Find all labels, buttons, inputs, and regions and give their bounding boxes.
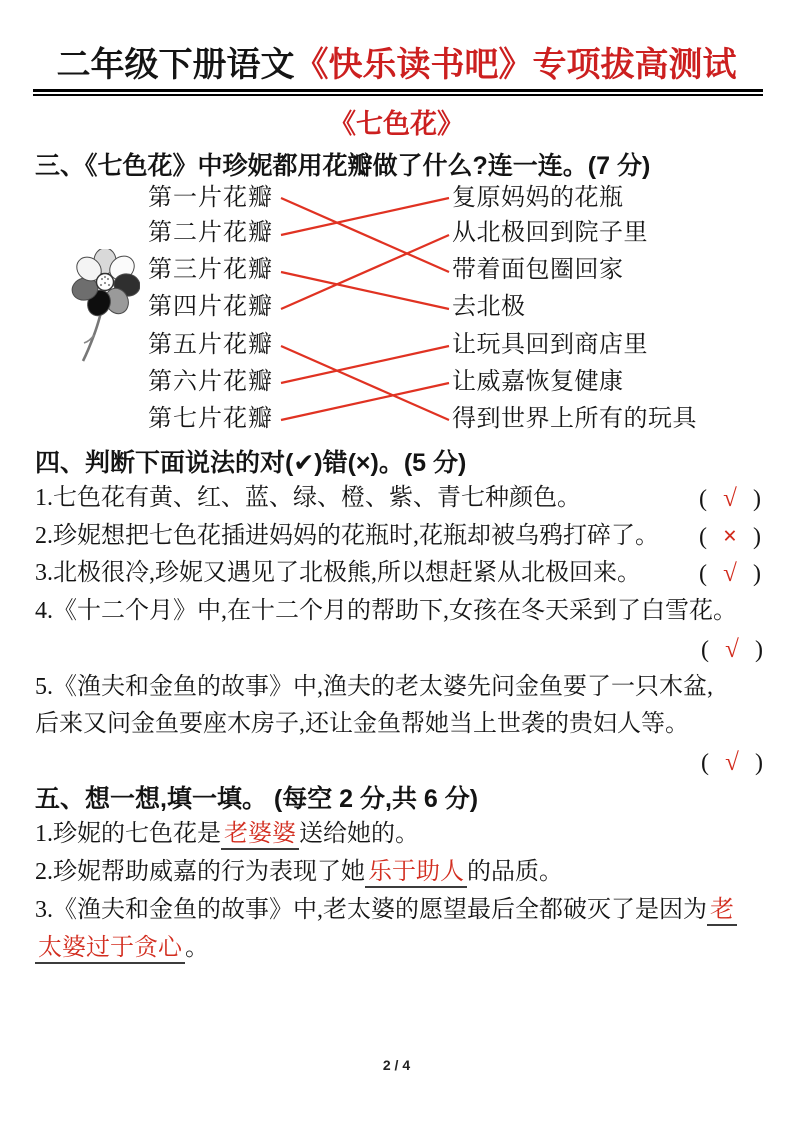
judge-item-5-answer-mark: ( √ ) bbox=[701, 749, 763, 776]
judge-item-1-text: 1.七色花有黄、红、蓝、绿、橙、紫、青七种颜色。 bbox=[35, 485, 581, 511]
match-left-item-6: 第六片花瓣 bbox=[148, 369, 273, 395]
judge-item-1-answer-mark: ( √ ) bbox=[699, 485, 761, 512]
judge-item-2-text: 2.珍妮想把七色花插进妈妈的花瓶时,花瓶却被乌鸦打碎了。 bbox=[35, 523, 659, 549]
section-4-heading: 四、判断下面说法的对(✔)错(×)。(5 分) bbox=[35, 449, 467, 477]
judge-item-4-text: 4.《十二个月》中,在十二个月的帮助下,女孩在冬天采到了白雪花。 bbox=[35, 598, 737, 624]
match-right-item-4: 去北极 bbox=[452, 294, 526, 320]
judge-item-5-line-2: 后来又问金鱼要座木房子,还让金鱼帮她当上世袭的贵妇人等。 bbox=[35, 711, 689, 737]
fill-item-1-answer: 老婆婆 bbox=[221, 821, 299, 850]
match-right-item-5: 让玩具回到商店里 bbox=[452, 332, 648, 358]
judge-item-3-text: 3.北极很冷,珍妮又遇见了北极熊,所以想赶紧从北极回来。 bbox=[35, 560, 641, 586]
page-title-black: 二年级下册语文 bbox=[56, 46, 295, 84]
title-rule-bottom bbox=[33, 94, 763, 96]
match-left-item-2: 第二片花瓣 bbox=[148, 220, 273, 246]
fill-item-3-answer-part-1: 老 bbox=[707, 897, 737, 926]
match-left-item-7: 第七片花瓣 bbox=[148, 406, 273, 432]
match-right-item-1: 复原妈妈的花瓶 bbox=[452, 185, 624, 211]
judge-item-4-answer-mark: ( √ ) bbox=[701, 636, 763, 663]
matching-exercise bbox=[0, 183, 793, 437]
judge-item-1 bbox=[35, 483, 763, 515]
match-left-item-5: 第五片花瓣 bbox=[148, 332, 273, 358]
match-right-item-2: 从北极回到院子里 bbox=[452, 220, 648, 246]
match-left-item-4: 第四片花瓣 bbox=[148, 294, 273, 320]
fill-item-3-line-1: 3.《渔夫和金鱼的故事》中,老太婆的愿望最后全都破灭了是因为 老 bbox=[35, 894, 773, 926]
judge-item-3-answer-mark: ( √ ) bbox=[699, 560, 761, 587]
section-3-heading: 三、《七色花》中珍妮都用花瓣做了什么?连一连。(7 分) bbox=[35, 152, 651, 180]
book-subtitle: 《七色花》 bbox=[329, 109, 464, 139]
judge-item-4-answer-line bbox=[35, 634, 763, 666]
fill-item-1: 1.珍妮的七色花是 老婆婆 送给她的。 bbox=[35, 818, 773, 850]
seven-color-flower-icon bbox=[70, 249, 140, 367]
judge-item-4 bbox=[35, 596, 763, 628]
judge-item-2 bbox=[35, 521, 763, 553]
fill-item-2: 2.珍妮帮助威嘉的行为表现了她 乐于助人 的品质。 bbox=[35, 856, 773, 888]
match-right-item-6: 让威嘉恢复健康 bbox=[452, 369, 624, 395]
match-right-item-3: 带着面包圈回家 bbox=[452, 257, 624, 283]
fill-item-3-answer-part-2: 太婆过于贪心 bbox=[35, 935, 185, 964]
fill-item-2-answer: 乐于助人 bbox=[365, 859, 467, 888]
page-number: 2 / 4 bbox=[382, 1057, 411, 1073]
page-title bbox=[0, 42, 793, 88]
fill-item-3-line-2: 太婆过于贪心 。 bbox=[35, 932, 773, 964]
section-5-heading: 五、想一想,填一填。 (每空 2 分,共 6 分) bbox=[35, 785, 479, 813]
judge-item-2-answer-mark: ( × ) bbox=[699, 523, 761, 550]
judge-item-3 bbox=[35, 558, 763, 590]
judge-item-5-line-1: 5.《渔夫和金鱼的故事》中,渔夫的老太婆先问金鱼要了一只木盆, bbox=[35, 674, 713, 700]
page-title-red: 《快乐读书吧》专项拔高测试 bbox=[294, 46, 737, 84]
match-left-item-3: 第三片花瓣 bbox=[148, 257, 273, 283]
match-right-item-7: 得到世界上所有的玩具 bbox=[452, 406, 697, 432]
title-rule-top bbox=[33, 89, 763, 92]
judge-item-5-answer-line bbox=[35, 747, 763, 779]
match-left-item-1: 第一片花瓣 bbox=[148, 185, 273, 211]
